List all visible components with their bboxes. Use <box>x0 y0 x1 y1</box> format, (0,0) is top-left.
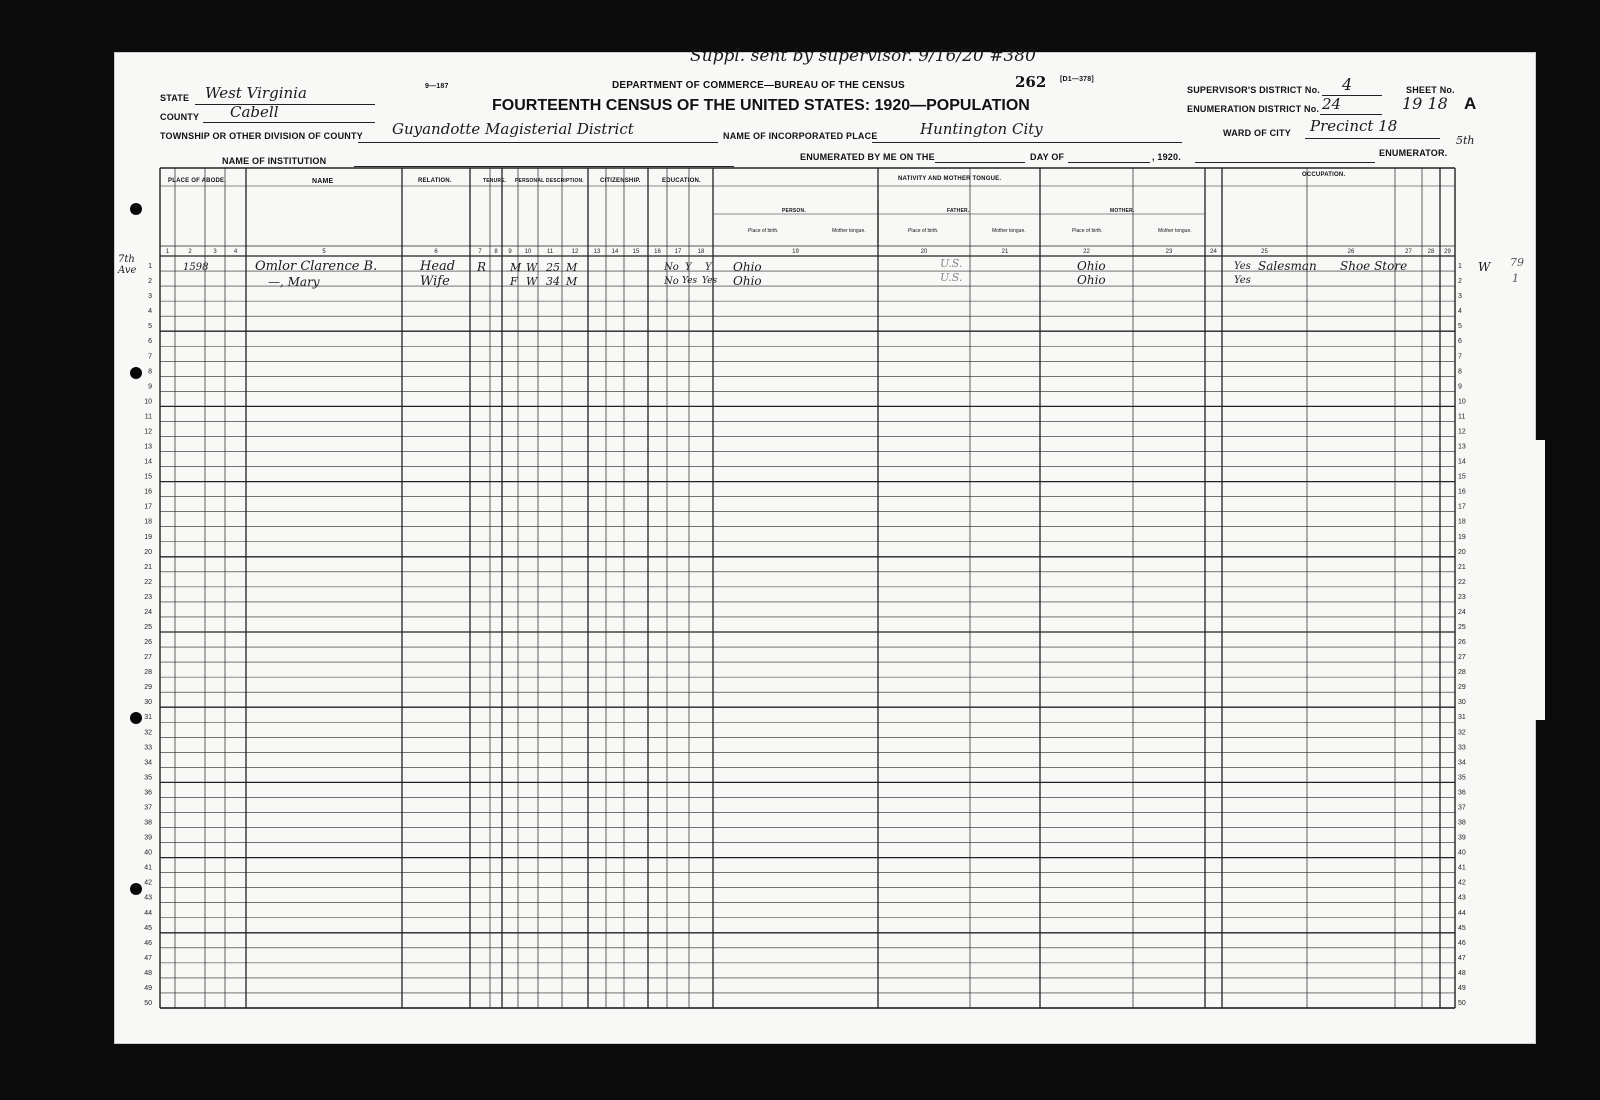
row1-father-birthplace: U.S. <box>940 257 963 270</box>
line-number-right: 47 <box>1458 954 1466 962</box>
group-mother: MOTHER. <box>1110 208 1135 214</box>
line-number: 49 <box>144 984 152 992</box>
margin-note: 7th Ave <box>118 254 137 276</box>
line-number-right: 39 <box>1458 834 1466 842</box>
column-number: 28 <box>1427 249 1435 255</box>
row2-father-birthplace: U.S. <box>940 271 963 284</box>
line-number-right: 16 <box>1458 488 1466 496</box>
row2-relation: Wife <box>420 274 450 289</box>
year-text: , 1920. <box>1152 152 1181 162</box>
column-number: 26 <box>1347 249 1355 255</box>
line-number: 22 <box>144 578 152 586</box>
group-father: FATHER. <box>947 208 970 214</box>
line-number: 25 <box>144 624 152 631</box>
column-number: 23 <box>1165 249 1173 255</box>
line-number: 5 <box>148 323 152 331</box>
row2-sex: F <box>510 275 518 288</box>
group-person: PERSON. <box>782 208 806 214</box>
right-margin-number: 79 <box>1510 256 1524 269</box>
line-number: 48 <box>144 969 152 977</box>
line-number: 23 <box>144 593 152 601</box>
column-number: 8 <box>494 249 498 255</box>
line-number-right: 26 <box>1458 639 1466 647</box>
row1-sex: M <box>510 261 522 274</box>
line-number-right: 37 <box>1458 804 1466 812</box>
township-label: TOWNSHIP OR OTHER DIVISION OF COUNTY <box>160 131 363 141</box>
row1-name: Omlor Clarence B. <box>255 259 378 274</box>
enumerator-mark: 5th <box>1456 134 1475 147</box>
column-number: 22 <box>1083 249 1090 255</box>
line-number: 16 <box>144 488 152 496</box>
line-number: 33 <box>144 744 152 752</box>
county-label: COUNTY <box>160 112 200 122</box>
line-number-right: 49 <box>1458 984 1466 992</box>
column-number: 6 <box>434 249 438 255</box>
line-number: 47 <box>144 954 152 962</box>
state-value: West Virginia <box>205 84 307 102</box>
column-number: 11 <box>546 249 554 255</box>
father-tongue-label: Mother tongue. <box>992 228 1026 234</box>
row1-birthplace: Ohio <box>733 260 762 274</box>
line-number-right: 23 <box>1458 593 1466 601</box>
line-number-right: 17 <box>1458 503 1466 511</box>
line-number-right: 36 <box>1458 789 1466 797</box>
group-name: NAME <box>312 178 334 185</box>
line-number-right: 3 <box>1458 293 1462 301</box>
row1-english: Yes <box>1234 261 1251 272</box>
row2-read: Yes <box>682 276 698 286</box>
day-label: DAY OF <box>1030 152 1065 162</box>
line-number-right: 4 <box>1458 308 1462 316</box>
line-number: 34 <box>144 759 152 767</box>
line-number: 6 <box>148 338 152 346</box>
line-number: 26 <box>144 639 152 647</box>
line-number: 19 <box>144 533 152 541</box>
sheet-label: SHEET No. <box>1406 85 1455 95</box>
column-number: 17 <box>674 249 682 255</box>
line-number: 39 <box>144 834 152 842</box>
column-number: 21 <box>1001 249 1009 255</box>
line-number-right: 32 <box>1458 729 1466 737</box>
column-number: 24 <box>1210 249 1217 255</box>
group-relation: RELATION. <box>418 178 452 184</box>
line-number-right: 48 <box>1458 969 1466 977</box>
row2-race: W <box>526 275 538 288</box>
column-number: 15 <box>632 249 640 255</box>
ward-value: Precinct 18 <box>1310 117 1398 135</box>
row1-home: R <box>477 260 487 274</box>
line-number: 2 <box>148 278 152 286</box>
column-number: 18 <box>697 249 705 255</box>
row1-read: Y <box>685 262 692 273</box>
row1-relation: Head <box>420 259 456 274</box>
line-number-right: 44 <box>1458 909 1466 917</box>
line-number: 35 <box>144 774 152 782</box>
column-number: 2 <box>188 249 192 255</box>
line-number: 10 <box>144 398 152 406</box>
group-personal: PERSONAL DESCRIPTION. <box>515 178 584 184</box>
line-number-right: 21 <box>1458 563 1466 571</box>
line-number-right: 2 <box>1458 278 1462 286</box>
line-number: 32 <box>144 729 152 737</box>
line-number-right: 40 <box>1458 849 1466 857</box>
row1-industry: Shoe Store <box>1340 259 1408 273</box>
column-number: 9 <box>508 249 512 255</box>
line-number: 28 <box>144 669 152 677</box>
column-number: 16 <box>654 249 661 255</box>
line-number: 31 <box>144 714 152 722</box>
line-number-right: 11 <box>1458 413 1466 421</box>
line-number: 11 <box>144 413 152 421</box>
column-number: 14 <box>611 249 619 255</box>
line-number: 30 <box>144 699 152 707</box>
line-number: 15 <box>144 473 152 481</box>
state-label: STATE <box>160 93 190 103</box>
row2-marital: M <box>566 275 578 288</box>
line-number: 17 <box>144 503 152 511</box>
father-birth-label: Place of birth. <box>908 228 939 234</box>
line-number-right: 46 <box>1458 939 1466 947</box>
line-number-right: 7 <box>1458 353 1462 361</box>
right-margin-number: 1 <box>1512 272 1519 285</box>
line-number: 43 <box>144 894 152 902</box>
group-occupation: OCCUPATION. <box>1302 172 1346 178</box>
line-number: 27 <box>144 654 152 662</box>
line-number: 46 <box>144 939 152 947</box>
column-number: 27 <box>1405 249 1412 255</box>
line-number: 1 <box>148 263 152 271</box>
department-line: DEPARTMENT OF COMMERCE—BUREAU OF THE CENSUS <box>612 80 905 91</box>
column-number: 29 <box>1444 249 1451 255</box>
supplement-annotation: Suppl. sent by supervisor. 9/16/20 #380 <box>690 46 1036 66</box>
line-number: 3 <box>148 293 152 301</box>
enumerator-label: ENUMERATOR. <box>1379 148 1448 158</box>
line-number-right: 30 <box>1458 699 1466 707</box>
line-number: 41 <box>144 864 152 872</box>
line-number: 18 <box>144 518 152 526</box>
column-number: 5 <box>322 249 326 255</box>
column-number: 13 <box>593 249 601 255</box>
column-number: 19 <box>792 249 799 255</box>
row2-mother-birthplace: Ohio <box>1077 273 1106 287</box>
row1-race: W <box>526 261 538 274</box>
row2-age: 34 <box>546 275 560 288</box>
line-number-right: 1 <box>1458 263 1462 271</box>
line-number: 38 <box>144 819 152 827</box>
column-number: 25 <box>1261 249 1268 255</box>
form-code: 9—187 <box>425 83 449 90</box>
line-number: 29 <box>144 684 152 692</box>
incorporated-label: NAME OF INCORPORATED PLACE <box>723 131 878 141</box>
mother-birth-label: Place of birth. <box>1072 228 1103 234</box>
line-number-right: 19 <box>1458 533 1466 541</box>
line-number-right: 28 <box>1458 669 1466 677</box>
line-number-right: 24 <box>1458 608 1466 616</box>
group-citizenship: CITIZENSHIP. <box>600 178 641 184</box>
line-number: 7 <box>148 353 152 361</box>
line-number-right: 41 <box>1458 864 1466 872</box>
line-number: 4 <box>148 308 152 316</box>
row2-name: —, Mary <box>268 275 320 289</box>
group-place-of-abode: PLACE OF ABODE. <box>168 178 227 184</box>
line-number-right: 6 <box>1458 338 1462 346</box>
line-number-right: 35 <box>1458 774 1466 782</box>
row1-house-number: 1598 <box>183 262 209 273</box>
supervisor-value: 4 <box>1342 75 1353 94</box>
row2-school: No <box>664 276 679 287</box>
line-number-right: 38 <box>1458 819 1466 827</box>
row1-trade: Salesman <box>1258 259 1317 273</box>
enumeration-label: ENUMERATION DISTRICT No. <box>1187 104 1320 114</box>
incorporated-value: Huntington City <box>920 120 1043 138</box>
person-birth-label: Place of birth. <box>748 228 779 234</box>
line-number-right: 33 <box>1458 744 1466 752</box>
line-number-right: 43 <box>1458 894 1466 902</box>
line-number-right: 22 <box>1458 578 1466 586</box>
row1-mother-birthplace: Ohio <box>1077 259 1106 273</box>
line-number: 44 <box>144 909 152 917</box>
line-number-right: 12 <box>1458 428 1466 436</box>
group-nativity: NATIVITY AND MOTHER TONGUE. <box>898 176 1002 182</box>
line-number: 13 <box>144 443 152 451</box>
line-number-right: 9 <box>1458 383 1462 391</box>
group-tenure: TENURE. <box>483 178 507 184</box>
line-number: 14 <box>144 458 152 466</box>
line-number-right: 42 <box>1458 879 1466 887</box>
township-value: Guyandotte Magisterial District <box>392 120 634 138</box>
line-number-right: 14 <box>1458 458 1466 466</box>
line-number-right: 20 <box>1458 548 1466 556</box>
row1-write: Y <box>705 262 712 273</box>
column-number: 1 <box>165 249 170 255</box>
line-number-right: 13 <box>1458 443 1466 451</box>
column-number: 4 <box>233 249 238 255</box>
line-number: 42 <box>144 879 152 887</box>
person-tongue-label: Mother tongue. <box>832 228 866 234</box>
line-number: 21 <box>144 563 152 571</box>
enumeration-value: 24 <box>1322 95 1342 113</box>
line-number: 8 <box>148 368 152 376</box>
line-number-right: 45 <box>1458 924 1466 932</box>
column-number: 3 <box>213 249 217 255</box>
county-value: Cabell <box>230 103 279 121</box>
column-number: 12 <box>571 249 579 255</box>
line-number: 24 <box>144 608 152 616</box>
row1-age: 25 <box>546 261 560 274</box>
supervisor-label: SUPERVISOR'S DISTRICT No. <box>1187 85 1320 95</box>
line-number-right: 29 <box>1458 684 1466 692</box>
line-number: 37 <box>144 804 152 812</box>
line-number-right: 15 <box>1458 473 1466 481</box>
line-number-right: 31 <box>1458 714 1466 722</box>
line-number: 45 <box>144 924 152 932</box>
line-number: 12 <box>144 428 152 436</box>
line-number-right: 5 <box>1458 323 1462 331</box>
line-number-right: 10 <box>1458 398 1466 406</box>
line-number-right: 25 <box>1458 624 1466 631</box>
page-title: FOURTEENTH CENSUS OF THE UNITED STATES: 1920—POPULATION <box>492 97 1030 114</box>
column-number: 10 <box>524 249 532 255</box>
line-number: 9 <box>148 383 152 391</box>
row1-school: No <box>664 262 679 273</box>
group-education: EDUCATION. <box>662 178 701 184</box>
column-number: 20 <box>920 249 928 255</box>
line-number-right: 27 <box>1458 654 1466 662</box>
form-number: [D1—378] <box>1060 76 1094 83</box>
sheet-side: A <box>1464 94 1477 113</box>
column-number: 7 <box>478 249 482 255</box>
row1-marital: M <box>566 261 578 274</box>
line-number: 36 <box>144 789 152 797</box>
enumerated-label: ENUMERATED BY ME ON THE <box>800 152 935 162</box>
line-number-right: 8 <box>1458 368 1462 376</box>
mother-tongue-label: Mother tongue. <box>1158 228 1192 234</box>
row2-birthplace: Ohio <box>733 274 762 288</box>
sheet-value: 19 18 <box>1402 94 1448 113</box>
line-number: 50 <box>144 1000 152 1007</box>
line-number: 40 <box>144 849 152 857</box>
line-number-right: 50 <box>1458 1000 1466 1007</box>
line-number-right: 34 <box>1458 759 1466 767</box>
line-number: 20 <box>144 548 152 556</box>
stamp-number: 262 <box>1015 73 1047 91</box>
row2-english: Yes <box>1234 275 1251 286</box>
row2-write: Yes <box>702 276 718 286</box>
ward-label: WARD OF CITY <box>1223 128 1291 138</box>
institution-label: NAME OF INSTITUTION <box>222 156 327 166</box>
line-number-right: 18 <box>1458 518 1466 526</box>
row1-class: W <box>1478 260 1491 274</box>
